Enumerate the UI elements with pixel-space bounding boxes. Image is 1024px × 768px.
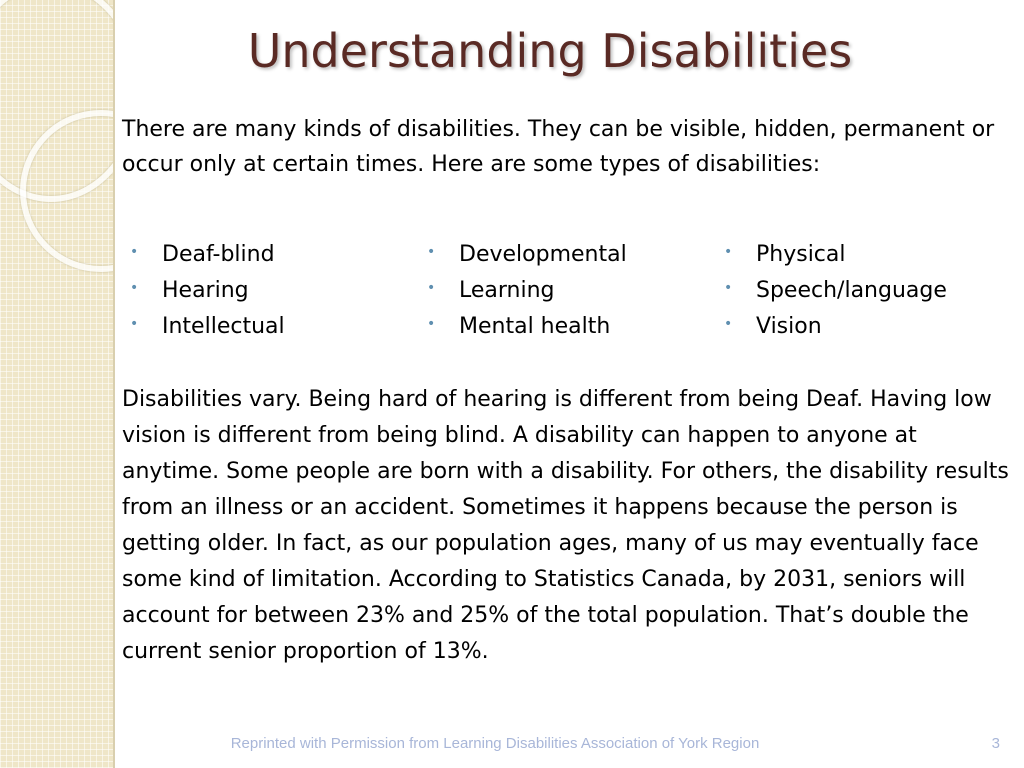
bullet-column <box>427 237 724 345</box>
list-item-label: Developmental <box>459 242 627 267</box>
bullet-icon: • <box>724 316 733 332</box>
list-item-label: Speech/language <box>756 278 947 303</box>
list-item <box>427 273 724 309</box>
bullet-column <box>724 237 1004 345</box>
decorative-sidebar <box>0 0 113 768</box>
disability-types-list <box>130 237 1010 345</box>
bullet-icon: • <box>724 244 733 260</box>
bullet-icon: • <box>130 316 139 332</box>
list-item-label: Vision <box>756 314 822 339</box>
list-item <box>724 309 1004 345</box>
list-item <box>130 273 427 309</box>
list-item <box>724 237 1004 273</box>
list-item-label: Deaf-blind <box>162 242 275 267</box>
bullet-icon: • <box>427 316 436 332</box>
list-item <box>427 237 724 273</box>
page-number: 3 <box>991 735 1000 752</box>
body-paragraph: Disabilities vary. Being hard of hearing is different from being Deaf. Having low vision is different from being blind. A disability can happen to anyone at anytime. Some people are born with a disability. For others, the disability results from an illness or an accident. Sometimes it happens because the person is getting older. In fact, as our population ages, many of us may eventually face some kind of limitation. According to Statistics Canada, by 2031, seniors will account for between 23% and 25% of the total population. That’s double the current senior proportion of 13%. <box>122 387 1009 664</box>
bullet-icon: • <box>427 280 436 296</box>
sidebar-divider <box>113 0 115 768</box>
list-item-label: Learning <box>459 278 555 303</box>
list-item-label: Physical <box>756 242 846 267</box>
list-item <box>130 237 427 273</box>
list-item-label: Intellectual <box>162 314 285 339</box>
list-item <box>724 273 1004 309</box>
bullet-icon: • <box>427 244 436 260</box>
footer-credit: Reprinted with Permission from Learning Disabilities Association of York Region <box>230 735 760 752</box>
list-item-label: Hearing <box>162 278 249 303</box>
list-item <box>427 309 724 345</box>
bullet-icon: • <box>724 280 733 296</box>
intro-paragraph: There are many kinds of disabilities. They can be visible, hidden, permanent or occur only at certain times. Here are some types of disabilities: <box>122 117 995 177</box>
slide-title: Understanding Disabilities <box>247 24 853 78</box>
bullet-icon: • <box>130 280 139 296</box>
bullet-icon: • <box>130 244 139 260</box>
list-item-label: Mental health <box>459 314 611 339</box>
bullet-column <box>130 237 427 345</box>
list-item <box>130 309 427 345</box>
